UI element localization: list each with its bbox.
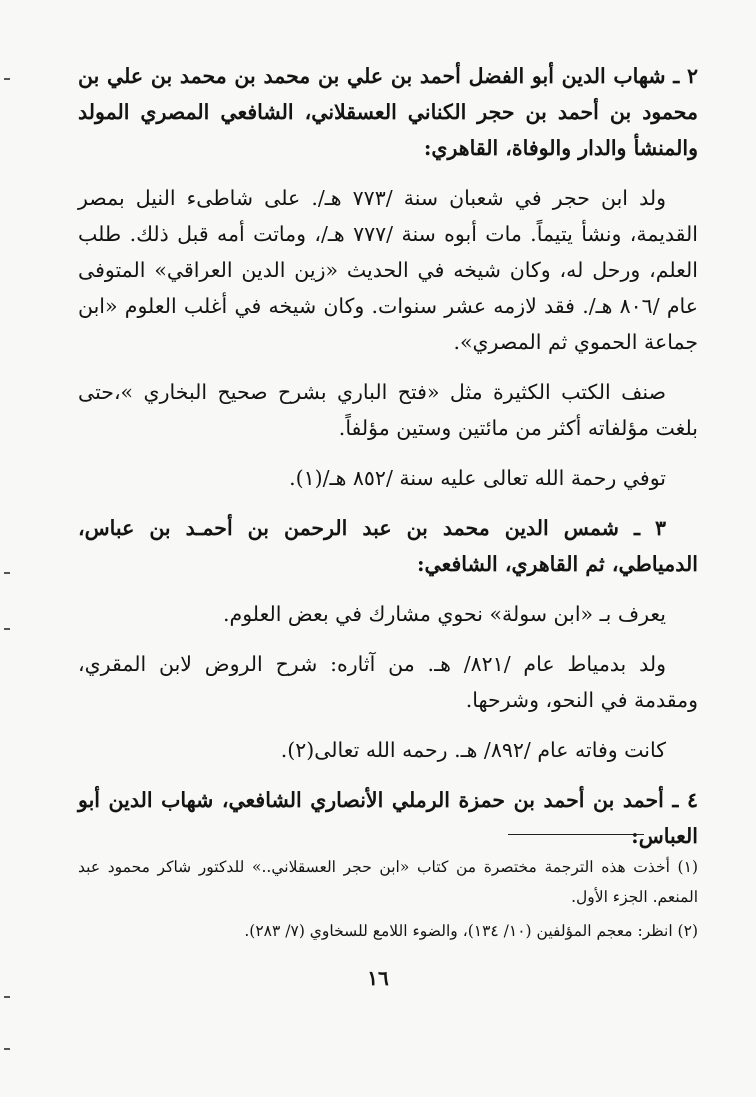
footnote-1: (١) أخذت هذه الترجمة مختصرة من كتاب «ابن حجر العسقلاني..» للدكتور شاكر محمود عبد المنعم. الجزء الأول. [78, 858, 698, 906]
scan-mark [4, 78, 10, 80]
scan-mark [4, 628, 10, 630]
paragraph-6: يعرف بـ «ابن سولة» نحوي مشارك في بعض العلوم. [223, 602, 666, 626]
footnote-2: (٢) انظر: معجم المؤلفين (١٠/ ١٣٤)، والضوء اللامع للسخاوي (٧/ ٢٨٣). [244, 922, 698, 940]
footnotes [78, 852, 698, 946]
paragraph-4: توفي رحمة الله تعالى عليه سنة /٨٥٢ هـ/(١). [289, 466, 666, 490]
paragraph-2: ولد ابن حجر في شعبان سنة /٧٧٣ هـ/. على شاطىء النيل بمصر القديمة، ونشأ يتيماً. مات أبوه سنة /٧٧٧ هـ/، وماتت أمه قبل ذلك. طلب العلم، ورحل له، وكان شيخه في الحديث «زين الدين العراقي» المتوفى عام /٨٠٦ هـ/. فقد لازمه عشر سنوات. وكان شيخه في أغلب العلوم «ابن جماعة الحموي ثم المصري». [78, 186, 698, 354]
paragraph-9-heading: ٤ ـ أحمد بن أحمد بن حمزة الرملي الأنصاري الشافعي، شهاب الدين أبو العباس: [78, 788, 698, 848]
page-number: ١٦ [367, 966, 389, 990]
scan-mark [4, 572, 10, 574]
paragraph-8: كانت وفاته عام /٨٩٢/ هـ. رحمه الله تعالى(٢). [280, 738, 666, 762]
paragraph-7: ولد بدمياط عام /٨٢١/ هـ. من آثاره: شرح الروض لابن المقري، ومقدمة في النحو، وشرحها. [78, 652, 698, 712]
main-text [78, 58, 698, 854]
scan-mark [4, 1048, 10, 1050]
paragraph-5-heading: ٣ ـ شمس الدين محمد بن عبد الرحمن بن أحمـد بن عباس، الدمياطي، ثم القاهري، الشافعي: [78, 516, 698, 576]
paragraph-1-heading: ٢ ـ شهاب الدين أبو الفضل أحمد بن علي بن محمد بن محمد بن علي بن محمود بن أحمد بن حجر الكناني العسقلاني، الشافعي المصري المولد والمنشأ والدار والوفاة، القاهري: [78, 64, 698, 160]
scan-mark [4, 996, 10, 998]
paragraph-3: صنف الكتب الكثيرة مثل «فتح الباري بشرح صحيح البخاري »،حتى بلغت مؤلفاته أكثر من مائتين وستين مؤلفاً. [78, 380, 698, 440]
footnote-divider [508, 834, 644, 835]
